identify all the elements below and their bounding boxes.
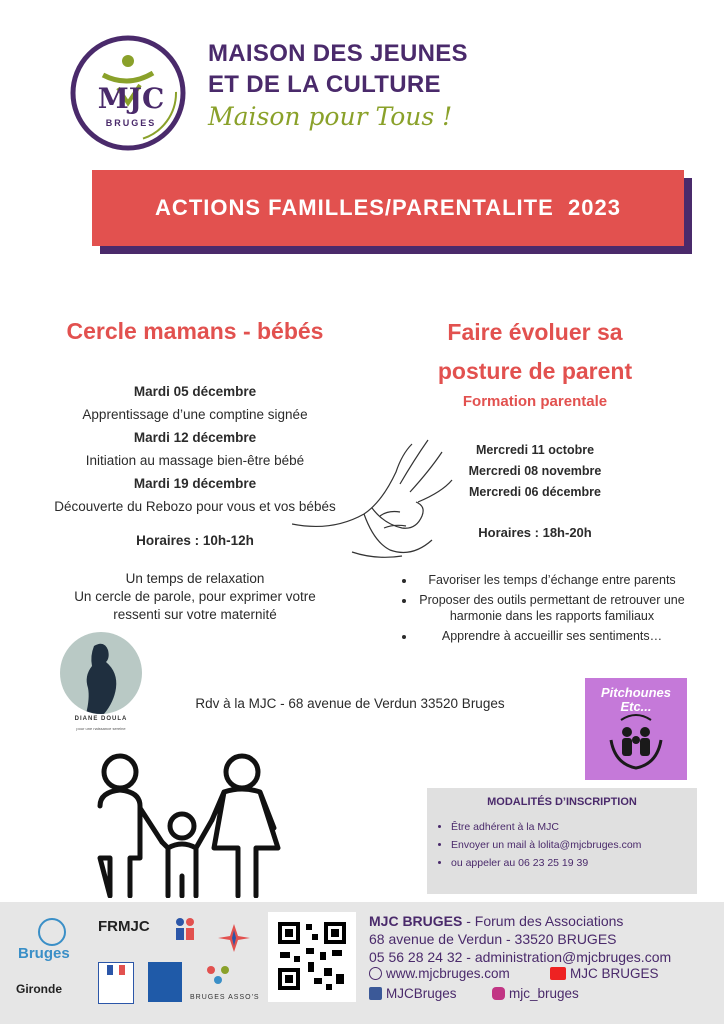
- gironde-logo: Gironde: [16, 982, 63, 996]
- facebook-text: MJCBruges: [386, 986, 457, 1001]
- logo-subtext: BRUGES: [105, 118, 157, 128]
- website-link[interactable]: [369, 966, 510, 981]
- right-heading: [385, 313, 685, 391]
- formation-date: Mercredi 11 octobre: [475, 443, 595, 457]
- caf-logo: [148, 962, 182, 1002]
- family-illustration: [78, 748, 288, 898]
- relax-line: Un temps de relaxation: [125, 571, 265, 586]
- facebook-icon: [369, 987, 382, 1000]
- pitchounes-line1: Pitchounes: [600, 685, 672, 700]
- footer-org-line: [369, 912, 671, 930]
- banner-title: ACTIONS FAMILLES/PARENTALITE 2023: [155, 195, 621, 220]
- bruges-city-icon: [38, 918, 66, 946]
- formation-date: Mercredi 06 décembre: [468, 485, 601, 499]
- session-date: Mardi 12 décembre: [133, 430, 257, 445]
- left-hours: Horaires : 10h-12h: [136, 533, 254, 548]
- goal-item: • Proposer des outils permettant de retrouver une harmonie dans les rapports familiaux: [416, 592, 688, 624]
- logo-text: MJC: [97, 82, 165, 115]
- session-desc: Découverte du Rebozo pour vous et vos bébés: [54, 499, 336, 514]
- qr-code[interactable]: [268, 912, 356, 1002]
- compass-logo: [218, 922, 250, 954]
- relax-line: Un cercle de parole, pour exprimer votre: [74, 589, 316, 604]
- instagram-text: mjc_bruges: [509, 986, 579, 1001]
- meeting-address: Rdv à la MJC - 68 avenue de Verdun 33520 Bruges: [195, 696, 505, 711]
- org-title-line1: MAISON DES JEUNES: [208, 40, 468, 67]
- formation-dates: [385, 440, 685, 503]
- footer-org-suffix: - Forum des Associations: [462, 913, 624, 929]
- registration-item: • Envoyer un mail à lolita@mjcbruges.com: [451, 836, 711, 854]
- instagram-icon: [492, 987, 505, 1000]
- right-hours: Horaires : 18h-20h: [478, 525, 592, 540]
- youtube-icon: [550, 967, 566, 980]
- session-desc: Initiation au massage bien-être bébé: [85, 453, 305, 468]
- registration-item: • Être adhérent à la MJC: [451, 818, 711, 836]
- registration-title: MODALITÉS D’INSCRIPTION: [487, 796, 637, 808]
- session-desc: Apprentissage d’une comptine signée: [82, 407, 308, 422]
- relax-text: [0, 570, 390, 624]
- doula-logo: [60, 632, 142, 714]
- goal-item: • Apprendre à accueillir ses sentiments…: [416, 628, 688, 644]
- footer-contact: [369, 912, 671, 966]
- bruges-assos-icon: [203, 962, 233, 988]
- formation-goals: [402, 572, 688, 648]
- goal-item: • Favoriser les temps d’échange entre parents: [416, 572, 688, 588]
- footer-org-name: MJC BRUGES: [369, 913, 463, 929]
- session-date: Mardi 19 décembre: [133, 476, 257, 491]
- footer-contact-info[interactable]: 05 56 28 24 32 - administration@mjcbruges.com: [369, 949, 672, 965]
- org-title-line2: ET DE LA CULTURE: [208, 71, 441, 98]
- facebook-link[interactable]: [369, 986, 457, 1001]
- left-heading: Cercle mamans - bébés: [66, 318, 324, 344]
- formation-date: Mercredi 08 novembre: [468, 464, 602, 478]
- title-banner: [92, 170, 684, 246]
- doula-subtitle: pour une naissance sereine: [76, 726, 126, 731]
- pitchounes-line2: Etc...: [620, 699, 652, 714]
- youtube-link[interactable]: [550, 966, 659, 981]
- right-heading-line2: posture de parent: [437, 358, 633, 384]
- session-date: Mardi 05 décembre: [133, 384, 257, 399]
- registration-list: [437, 818, 711, 872]
- bruges-city-logo: Bruges: [18, 945, 70, 962]
- youtube-text: MJC BRUGES: [570, 966, 659, 981]
- footer-address: 68 avenue de Verdun - 33520 BRUGES: [369, 931, 617, 947]
- bruges-assos-logo: BRUGES ASSO'S: [190, 994, 260, 1001]
- right-heading-line1: Faire évoluer sa: [447, 319, 623, 345]
- instagram-link[interactable]: [492, 986, 579, 1001]
- globe-icon: [369, 967, 382, 980]
- tagline: Maison pour Tous !: [208, 102, 453, 131]
- website-text: www.mjcbruges.com: [386, 966, 510, 981]
- prefecture-logo: [98, 962, 134, 1004]
- relax-line: ressenti sur votre maternité: [113, 607, 277, 622]
- right-subheading: Formation parentale: [462, 393, 608, 410]
- registration-item: • ou appeler au 06 23 25 19 39: [451, 854, 711, 872]
- federation-logo: [168, 916, 202, 942]
- organization-title: [208, 38, 468, 100]
- pitchounes-title: [585, 686, 687, 714]
- doula-name: DIANE DOULA: [74, 716, 128, 722]
- frmjc-logo: FRMJC: [98, 918, 150, 935]
